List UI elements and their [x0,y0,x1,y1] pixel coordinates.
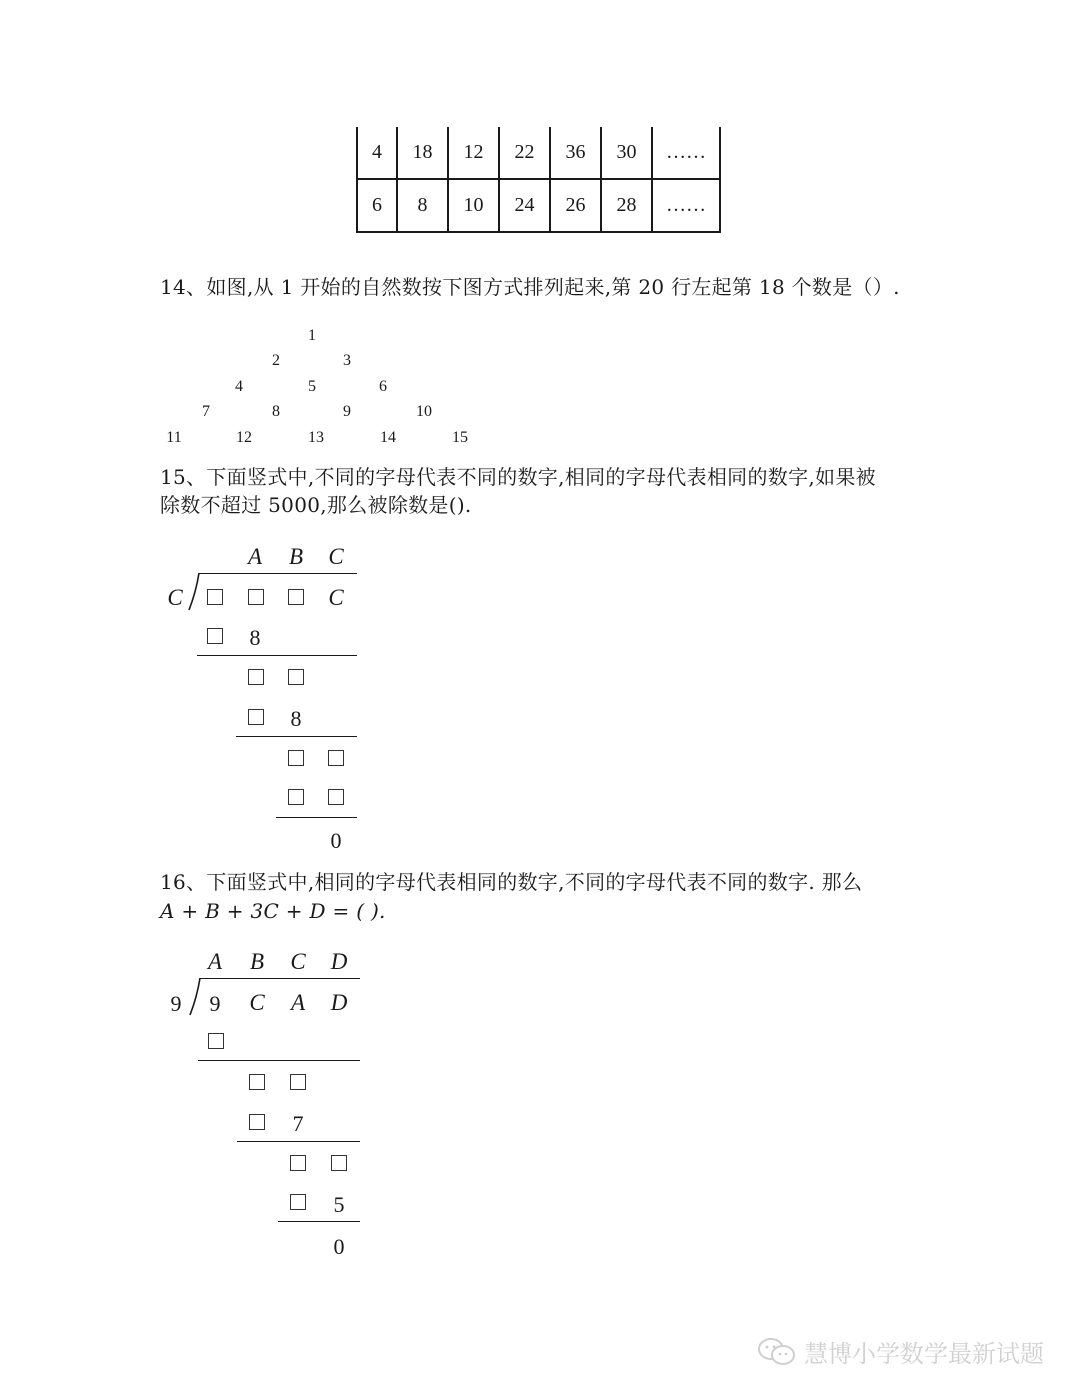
dividend-digit: 9 [209,991,221,1016]
table-cell: 6 [357,179,397,232]
table-cell: 4 [357,127,397,179]
blank-digit-box [208,1033,224,1049]
question-16-line1: 16、下面竖式中,相同的字母代表相同的数字,不同的字母代表不同的数字. 那么 [160,870,863,894]
subtraction-line [198,1060,360,1061]
blank-digit-box [288,750,304,766]
subtraction-line [237,1141,360,1142]
product-digit: 5 [333,1192,345,1217]
table-cell: 26 [550,179,601,232]
blank-digit-box [248,589,264,605]
table-row [357,127,720,179]
quotient-digit: B [288,544,304,569]
quotient-digit: A [247,544,263,569]
blank-digit-box [290,1194,306,1210]
triangle-number: 4 [235,378,243,395]
product-digit: 7 [292,1111,304,1136]
question-15-line2: 除数不超过 5000,那么被除数是(). [160,493,472,517]
table-cell: …… [652,179,720,232]
divisor: C [167,585,183,610]
watermark-text: 慧博小学数学最新试题 [804,1340,1044,1368]
blank-digit-box [290,1074,306,1090]
table-row [357,179,720,232]
table-cell: 18 [397,127,448,179]
quotient-digit: B [249,949,265,974]
product-digit: 8 [249,625,261,650]
table-cell: 30 [601,127,652,179]
dividend-digit: A [290,990,306,1015]
triangle-number: 7 [202,403,210,420]
blank-digit-box [288,789,304,805]
table-cell: 36 [550,127,601,179]
division-bar [200,978,360,979]
triangle-number: 10 [416,403,432,420]
blank-digit-box [331,1155,347,1171]
quotient-digit: C [290,949,306,974]
triangle-number: 11 [166,429,182,446]
remainder: 0 [333,1234,345,1259]
remainder: 0 [330,828,342,853]
table-cell: 22 [499,127,550,179]
dividend-digit: C [328,585,344,610]
question-14-text: 14、如图,从 1 开始的自然数按下图方式排列起来,第 20 行左起第 18 个数是（）. [160,275,900,299]
table-cell: 10 [448,179,499,232]
subtraction-line [197,655,357,656]
triangle-number: 15 [452,429,468,446]
blank-digit-box [249,1074,265,1090]
divisor: 9 [170,991,182,1016]
blank-digit-box [328,750,344,766]
table-cell: 12 [448,127,499,179]
subtraction-line [276,817,357,818]
blank-digit-box [249,1114,265,1130]
subtraction-line [278,1221,360,1222]
triangle-number: 13 [308,429,324,446]
wechat-icon [756,1336,798,1368]
triangle-number: 12 [236,429,252,446]
triangle-number: 6 [379,378,387,395]
triangle-number: 9 [343,403,351,420]
division-bar [199,573,357,574]
triangle-number: 5 [308,378,316,395]
blank-digit-box [207,589,223,605]
blank-digit-box [288,669,304,685]
table-cell: 28 [601,179,652,232]
quotient-digit: A [207,949,223,974]
question-15-line1: 15、下面竖式中,不同的字母代表不同的数字,相同的字母代表相同的数字,如果被 [160,465,876,489]
triangle-number: 2 [272,352,280,369]
quotient-digit: D [330,949,348,974]
quotient-digit: C [328,544,344,569]
table-cell: 24 [499,179,550,232]
blank-digit-box [248,709,264,725]
question-16-formula: A + B + 3C + D = ( ). [160,899,386,923]
triangle-number: 3 [343,352,351,369]
dividend-digit: C [249,990,265,1015]
triangle-number: 14 [380,429,396,446]
subtraction-line [236,736,357,737]
triangle-number: 8 [272,403,280,420]
blank-digit-box [248,669,264,685]
product-digit: 8 [290,706,302,731]
blank-digit-box [328,789,344,805]
watermark [756,1334,1044,1369]
triangle-number: 1 [308,327,316,344]
number-table [356,127,721,233]
blank-digit-box [288,589,304,605]
division-bracket [188,572,208,612]
table-cell: …… [652,127,720,179]
table-cell: 8 [397,179,448,232]
blank-digit-box [207,628,223,644]
blank-digit-box [290,1155,306,1171]
dividend-digit: D [330,990,348,1015]
